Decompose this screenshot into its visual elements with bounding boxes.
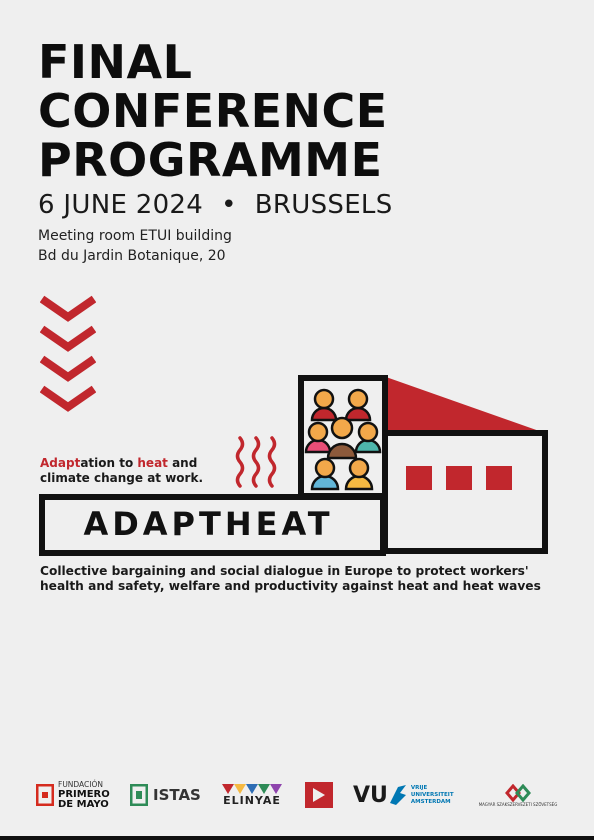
event-date: 6 JUNE 2024 bbox=[38, 190, 204, 220]
title-line-1: FINAL bbox=[38, 35, 193, 89]
partner-logos bbox=[0, 770, 594, 820]
istas-text: ISTAS bbox=[153, 786, 201, 804]
title-line-2: CONFERENCE bbox=[38, 84, 388, 138]
tagline-line-2: climate change at work. bbox=[40, 471, 203, 485]
fundacion-line-3: DE MAYO bbox=[58, 799, 109, 810]
tagline-part3: and bbox=[167, 456, 198, 470]
title-line-3: PROGRAMME bbox=[38, 133, 383, 187]
logo-red-emblem bbox=[305, 770, 333, 820]
venue-line-1: Meeting room ETUI building bbox=[38, 228, 232, 244]
griffin-icon bbox=[388, 783, 408, 807]
event-date-location bbox=[38, 190, 393, 220]
logo-istas bbox=[130, 770, 201, 820]
building-wall bbox=[385, 433, 545, 551]
tagline-heat: heat bbox=[137, 456, 168, 470]
vu-line-2: UNIVERSITEIT bbox=[410, 791, 454, 798]
project-description: Collective bargaining and social dialogue in Europe to protect workers' health and safety, welfare and productivity against heat and heat waves bbox=[40, 564, 541, 593]
fundacion-line-2: PRIMERO bbox=[58, 789, 110, 800]
istas-mark-icon bbox=[130, 784, 148, 806]
page-title bbox=[38, 35, 388, 187]
mszsz-text: MAGYAR SZAKSZERVEZETI SZÖVETSÉG bbox=[478, 801, 558, 807]
logo-elinyae bbox=[222, 770, 282, 820]
mszsz-mark-icon bbox=[505, 784, 531, 802]
venue-line-2: Bd du Jardin Botanique, 20 bbox=[38, 248, 226, 264]
separator-dot: • bbox=[221, 190, 237, 220]
bottom-rule bbox=[0, 836, 594, 840]
project-tagline bbox=[40, 456, 203, 486]
venue-address bbox=[38, 226, 232, 266]
logo-mszsz bbox=[478, 770, 558, 820]
tagline-part2: ation to bbox=[80, 456, 138, 470]
elinyae-stripe-icon bbox=[222, 784, 282, 794]
heat-waves bbox=[238, 438, 275, 486]
vu-line-3: AMSTERDAM bbox=[410, 798, 451, 805]
roof-shape bbox=[386, 377, 542, 432]
vu-line-1: VRIJE bbox=[410, 784, 428, 791]
elinyae-text: ELINYAE bbox=[223, 793, 281, 807]
logo-vu-amsterdam bbox=[353, 770, 454, 820]
vu-text: VU bbox=[353, 782, 388, 808]
project-name: ADAPTHEAT bbox=[83, 505, 334, 543]
fundacion-line-1: FUNDACIÓN bbox=[58, 780, 104, 789]
fundacion-mark-icon bbox=[36, 784, 54, 806]
tagline-adapt: Adapt bbox=[40, 456, 81, 470]
event-city: BRUSSELS bbox=[254, 190, 393, 220]
logo-fundacion-primero-de-mayo bbox=[36, 770, 110, 820]
emblem-icon bbox=[305, 782, 333, 808]
